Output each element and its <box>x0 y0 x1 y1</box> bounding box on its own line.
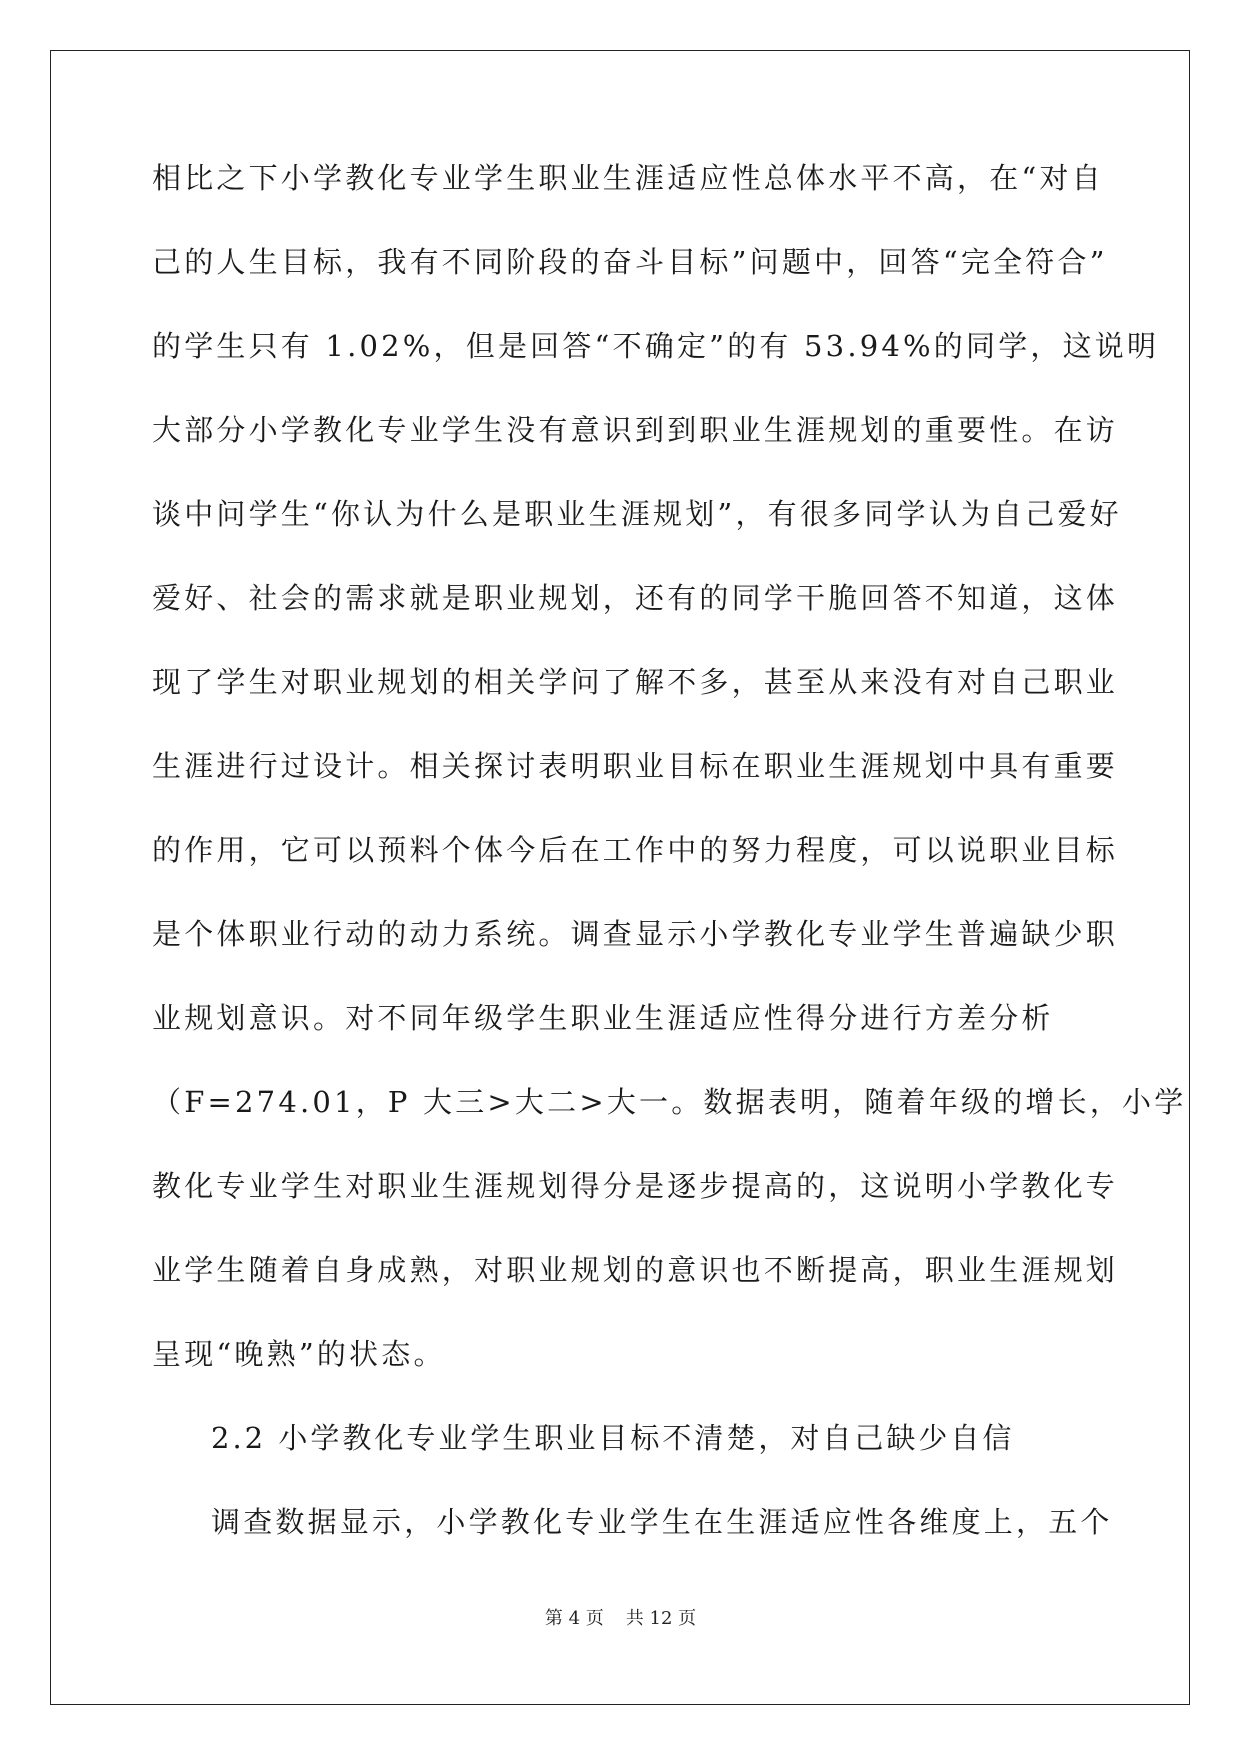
text-line: 业学生随着自身成熟，对职业规划的意识也不断提高，职业生涯规划 <box>152 1253 1119 1287</box>
text-line: 谈中问学生“你认为什么是职业生涯规划”，有很多同学认为自己爱好 <box>152 497 1122 531</box>
text-line: 己的人生目标，我有不同阶段的奋斗目标”问题中，回答“完全符合” <box>152 245 1108 279</box>
text-line: 教化专业学生对职业生涯规划得分是逐步提高的，这说明小学教化专 <box>152 1169 1119 1203</box>
text-line: 现了学生对职业规划的相关学问了解不多，甚至从来没有对自己职业 <box>152 665 1119 699</box>
page-total: 共 12 页 <box>625 1608 697 1629</box>
text-line: （F=274.01，P 大三>大二>大一。数据表明，随着年级的增长，小学 <box>152 1085 1187 1119</box>
text-line: 业规划意识。对不同年级学生职业生涯适应性得分进行方差分析 <box>152 1001 1054 1035</box>
text-line: 的作用，它可以预料个体今后在工作中的努力程度，可以说职业目标 <box>152 833 1119 867</box>
page-number: 第 4 页 <box>544 1608 604 1629</box>
text-line: 是个体职业行动的动力系统。调查显示小学教化专业学生普遍缺少职 <box>152 917 1119 951</box>
text-line: 相比之下小学教化专业学生职业生涯适应性总体水平不高，在“对自 <box>152 161 1104 195</box>
text-line: 生涯进行过设计。相关探讨表明职业目标在职业生涯规划中具有重要 <box>152 749 1119 783</box>
text-line: 呈现“晚熟”的状态。 <box>152 1337 446 1371</box>
section-heading: 2.2 小学教化专业学生职业目标不清楚，对自己缺少自信 <box>211 1421 1015 1455</box>
text-line: 的学生只有 1.02%，但是回答“不确定”的有 53.94%的同学，这说明 <box>152 329 1160 363</box>
text-line: 大部分小学教化专业学生没有意识到到职业生涯规划的重要性。在访 <box>152 413 1119 447</box>
page-footer <box>0 1604 1241 1630</box>
text-line: 调查数据显示，小学教化专业学生在生涯适应性各维度上，五个 <box>211 1505 1113 1539</box>
document-body <box>152 158 1187 1586</box>
text-line: 爱好、社会的需求就是职业规划，还有的同学干脆回答不知道，这体 <box>152 581 1119 615</box>
